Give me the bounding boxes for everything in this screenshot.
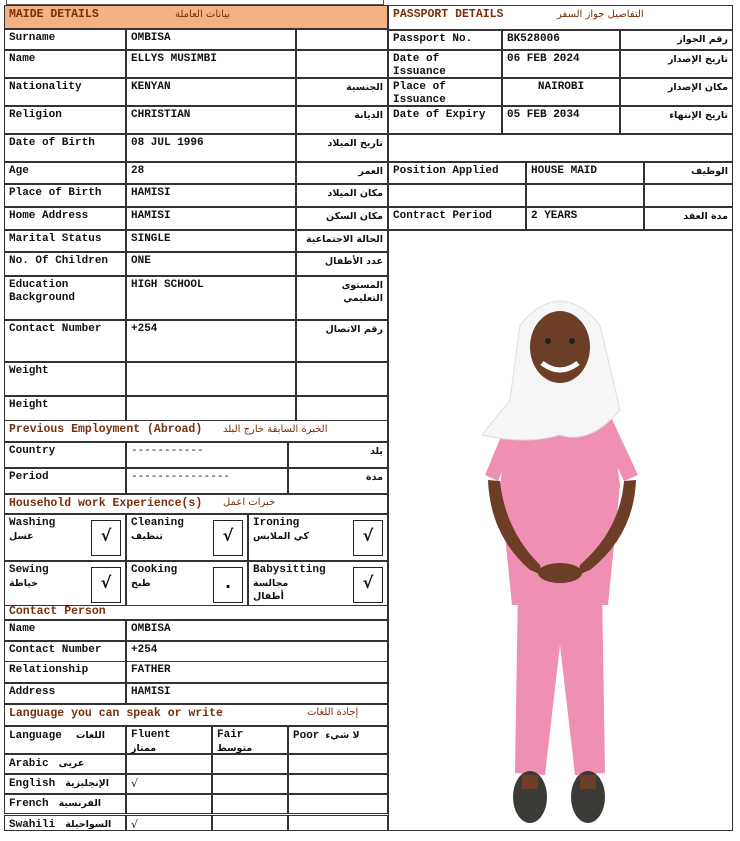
skill-cell <box>126 514 248 561</box>
maide-row-label: Weight <box>4 362 126 396</box>
contact-person-value: FATHER <box>126 661 388 683</box>
language-column-label-ar: لا شيء <box>325 730 360 741</box>
language-row-label <box>4 774 126 794</box>
maide-row-value: ELLYS MUSIMBI <box>126 50 296 78</box>
maide-row-value: KENYAN <box>126 78 296 106</box>
maide-row-label-ar: عدد الأطفال <box>296 252 388 276</box>
contact-person-value: OMBISA <box>126 620 388 641</box>
skill-check-box[interactable]: . <box>213 567 243 603</box>
maide-row-label-ar: الديانة <box>296 106 388 134</box>
previous-employment-value: --------------- <box>126 468 288 494</box>
language-poor-cell <box>288 815 388 831</box>
skill-cell <box>4 514 126 561</box>
contact-person-label: Name <box>4 620 126 641</box>
contact-person-label: Relationship <box>4 661 126 683</box>
maide-row-value: 08 JUL 1996 <box>126 134 296 162</box>
maide-row-value: HAMISI <box>126 184 296 207</box>
passport-row-value: BK528006 <box>502 30 620 50</box>
language-fluent-cell <box>126 794 212 814</box>
maide-row-value: HAMISI <box>126 207 296 230</box>
skill-check-box[interactable]: √ <box>91 520 121 556</box>
household-experience-title-ar: خبرات اعمل <box>223 497 276 508</box>
position-applied-label-ar: الوظيف <box>644 162 733 184</box>
position-extra-cell <box>644 184 733 207</box>
maide-row-label-ar: رقم الاتصال <box>296 320 388 362</box>
language-fair-cell <box>212 774 288 794</box>
maide-row-value: HIGH SCHOOL <box>126 276 296 320</box>
maide-row-label-ar <box>296 50 388 78</box>
skill-cell <box>248 561 388 608</box>
contract-period-value: 2 YEARS <box>526 207 644 230</box>
maide-row-value: 28 <box>126 162 296 184</box>
passport-details-title-ar: التفاصيل جواز السفر <box>557 9 644 20</box>
position-extra-cell <box>526 184 644 207</box>
language-column-label: Fluent <box>131 729 171 741</box>
maide-row-value <box>126 362 296 396</box>
language-title-ar: إجادة اللغات <box>307 707 359 718</box>
passport-row-value: NAIROBI <box>502 78 620 106</box>
language-column-header <box>126 726 212 754</box>
maide-details-header <box>4 5 388 29</box>
language-header <box>4 704 388 726</box>
contact-person-value: HAMISI <box>126 683 388 704</box>
maide-row-label-ar <box>296 362 388 396</box>
contact-person-header: Contact Person <box>4 605 388 620</box>
language-fair-cell <box>212 754 288 774</box>
previous-employment-label-ar: مدة <box>288 468 388 494</box>
passport-details-title: PASSPORT DETAILS <box>393 8 504 21</box>
maide-row-label: Height <box>4 396 126 424</box>
maide-row-label: Date of Birth <box>4 134 126 162</box>
language-poor-cell <box>288 774 388 794</box>
skill-label-ar: تنظيف <box>131 531 163 542</box>
previous-employment-label-ar: بلد <box>288 442 388 468</box>
maide-row-label-ar: الحالة الاجتماعية <box>296 230 388 252</box>
previous-employment-title: Previous Employment (Abroad) <box>9 423 203 436</box>
maide-row-label: Contact Number <box>4 320 126 362</box>
maide-details-title-ar: بيانات العاملة <box>175 9 230 20</box>
position-extra-cell <box>388 184 526 207</box>
maide-row-label: No. Of Children <box>4 252 126 276</box>
language-row-label <box>4 815 126 831</box>
maide-details-title: MAIDE DETAILS <box>9 8 99 21</box>
skill-label-ar: طبخ <box>131 578 151 589</box>
skill-label-ar: مجالسة أطفال <box>253 578 289 602</box>
language-fluent-cell: √ <box>126 774 212 794</box>
passport-row-label: Place of Issuance <box>388 78 502 106</box>
language-name-ar: الإنجليزية <box>65 778 109 789</box>
maide-row-value: ONE <box>126 252 296 276</box>
skill-label: Ironing <box>253 517 300 529</box>
maide-row-label: Religion <box>4 106 126 134</box>
position-applied-label: Position Applied <box>388 162 526 184</box>
passport-row-label-ar: تاريخ الإصدار <box>620 50 733 78</box>
maide-row-label: Nationality <box>4 78 126 106</box>
skill-cell <box>4 561 126 608</box>
language-fluent-cell: √ <box>126 815 212 831</box>
maide-row-label-ar: مكان السكن <box>296 207 388 230</box>
maide-row-label-ar: مكان الميلاد <box>296 184 388 207</box>
household-experience-title: Household work Experience(s) <box>9 497 203 510</box>
maide-row-value: OMBISA <box>126 29 296 50</box>
maide-row-label: Age <box>4 162 126 184</box>
passport-spacer <box>388 134 733 162</box>
maide-row-label-ar: تاريخ الميلاد <box>296 134 388 162</box>
skill-cell <box>126 561 248 608</box>
applicant-photo <box>470 285 660 830</box>
maide-row-label-ar: المستوى التعليمي <box>296 276 388 320</box>
language-fair-cell <box>212 815 288 831</box>
passport-row-label-ar: مكان الإصدار <box>620 78 733 106</box>
language-name-ar: السواحيلة <box>65 819 112 830</box>
skill-cell <box>248 514 388 561</box>
maide-row-value: +254 <box>126 320 296 362</box>
language-name-ar: عربى <box>58 758 85 769</box>
skill-label: Cleaning <box>131 517 184 529</box>
language-row-label <box>4 794 126 814</box>
maide-row-label: Place of Birth <box>4 184 126 207</box>
maide-row-label-ar: الجنسية <box>296 78 388 106</box>
maide-row-label: Surname <box>4 29 126 50</box>
passport-row-label: Date of Issuance <box>388 50 502 78</box>
previous-employment-label: Period <box>4 468 126 494</box>
passport-row-value: 05 FEB 2034 <box>502 106 620 134</box>
skill-label: Washing <box>9 517 56 529</box>
contact-person-value: +254 <box>126 641 388 662</box>
previous-employment-title-ar: الخبرة السابقة خارج البلد <box>223 424 328 435</box>
language-column-label: Poor <box>293 730 320 742</box>
skill-check-box[interactable]: √ <box>213 520 243 556</box>
passport-row-label-ar: رقم الجواز <box>620 30 733 50</box>
previous-employment-label: Country <box>4 442 126 468</box>
maide-row-value: SINGLE <box>126 230 296 252</box>
language-name-ar: الفرنسية <box>58 798 102 809</box>
applicant-photo-illustration <box>470 285 660 830</box>
skill-check-box[interactable]: √ <box>353 567 383 603</box>
language-column-label-ar: متوسط <box>217 743 253 754</box>
skill-label: Cooking <box>131 564 178 576</box>
language-name: French <box>9 798 49 810</box>
contact-person-label: Contact Number <box>4 641 126 662</box>
skill-check-box[interactable]: √ <box>353 520 383 556</box>
language-name: English <box>9 778 56 790</box>
contract-period-label-ar: مدة العقد <box>644 207 733 230</box>
language-poor-cell <box>288 794 388 814</box>
skill-label-ar: كي الملابس <box>253 531 309 542</box>
previous-employment-value: ----------- <box>126 442 288 468</box>
language-name: Swahili <box>9 819 56 831</box>
language-column-label: Language <box>9 730 62 742</box>
skill-label-ar: خياطة <box>9 578 39 589</box>
passport-row-label: Date of Expiry <box>388 106 502 134</box>
passport-row-label-ar: تاريخ الإنتهاء <box>620 106 733 134</box>
maide-row-value: CHRISTIAN <box>126 106 296 134</box>
previous-employment-header <box>4 420 388 442</box>
household-experience-header <box>4 494 388 514</box>
language-column-label-ar: ممتاز <box>131 743 157 754</box>
contract-period-label: Contract Period <box>388 207 526 230</box>
passport-row-label: Passport No. <box>388 30 502 50</box>
language-fair-cell <box>212 794 288 814</box>
position-applied-value: HOUSE MAID <box>526 162 644 184</box>
maide-row-label-ar: العمر <box>296 162 388 184</box>
maide-row-label: Education Background <box>4 276 126 320</box>
passport-details-header <box>388 5 733 30</box>
maide-row-label: Marital Status <box>4 230 126 252</box>
language-column-label: Fair <box>217 729 244 741</box>
language-column-header <box>4 726 126 754</box>
maide-row-label: Home Address <box>4 207 126 230</box>
maide-row-label-ar <box>296 29 388 50</box>
language-column-header <box>212 726 288 754</box>
skill-label-ar: غسل <box>9 531 34 542</box>
language-column-header <box>288 726 388 754</box>
language-name: Arabic <box>9 758 49 770</box>
skill-label: Sewing <box>9 564 49 576</box>
language-column-label-ar: اللغات <box>75 730 105 741</box>
contact-person-label: Address <box>4 683 126 704</box>
maide-row-label: Name <box>4 50 126 78</box>
skill-label: Babysitting <box>253 564 326 576</box>
language-fluent-cell <box>126 754 212 774</box>
language-row-label <box>4 754 126 774</box>
language-poor-cell <box>288 754 388 774</box>
language-title: Language you can speak or write <box>9 707 223 720</box>
passport-row-value: 06 FEB 2024 <box>502 50 620 78</box>
skill-check-box[interactable]: √ <box>91 567 121 603</box>
